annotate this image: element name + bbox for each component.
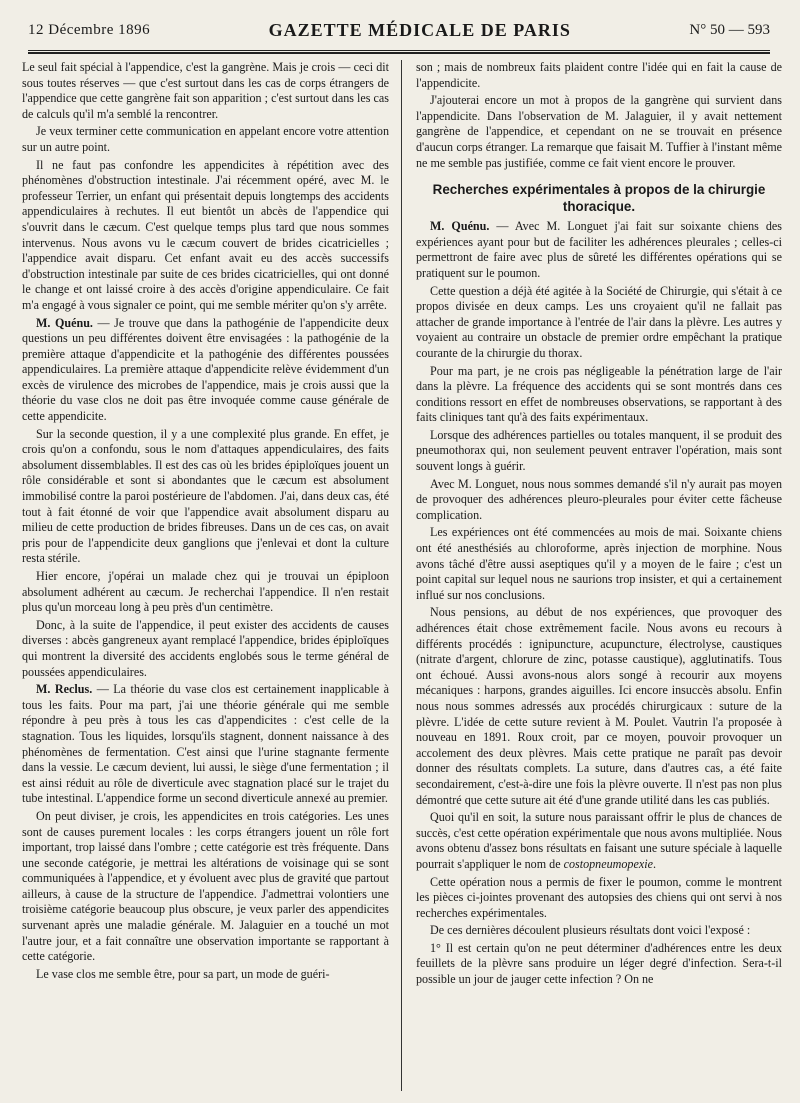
paragraph-text: Cette opération nous a permis de fixer le poumon, comme le montrent les pièces ci-jointes provenant des autopsies des chiens qui ont servi à nos recherches expérimentales. xyxy=(416,874,782,920)
paragraph-text: Pour ma part, je ne crois pas négligeable la pénétration large de l'air dans la plèvre. La fréquence des accidents qui se sont montrés dans ces conditions ressort en effet de nombreuses observations, se rapportant à des faits cliniques tant qu'à des faits expérimentaux. xyxy=(416,363,782,425)
running-header xyxy=(28,10,770,54)
paragraph-text: 1° Il est certain qu'on ne peut déterminer d'adhérences entre les deux feuillets de la plèvre sans produire un léger degré d'infection. Sera-t-il possible un jour de jauger cette infection ? On ne xyxy=(416,940,782,987)
right-column-bottom xyxy=(416,219,782,988)
paragraph xyxy=(416,219,782,281)
paragraph-text: Le seul fait spécial à l'appendice, c'est la gangrène. Mais je crois — ceci dit sous toutes réserves — que c'est surtout dans les cas de corps étrangers de l'appendice que cette gangrène fait son apparition ; c'est surtout dans les cas de calculs qu'il m'a semblé la rencontrer. xyxy=(22,60,389,121)
paragraph-text: Donc, à la suite de l'appendice, il peut exister des accidents de causes diverses : abcès gangreneux ayant remplacé l'appendice, brides épiploïques qui montrent la diversité des accidents englobés sous le terme général de poussées appendiculaires. xyxy=(22,617,389,679)
paragraph-text: Lorsque des adhérences partielles ou totales manquent, il se produit des pneumothorax qui, non seulement peuvent entraver l'opération, mais sont souvent longs à guérir. xyxy=(416,427,782,474)
paragraph xyxy=(22,60,389,122)
paragraph xyxy=(416,923,782,939)
paragraph-text: son ; mais de nombreux faits plaident contre l'idée qui en fait la cause de l'appendicite. xyxy=(416,60,782,90)
header-date: 12 Décembre 1896 xyxy=(28,21,151,38)
paragraph xyxy=(416,428,782,475)
paragraph xyxy=(416,525,782,603)
issue-page-number: N° 50 — 593 xyxy=(689,21,770,38)
paragraph xyxy=(22,682,389,807)
paragraph-text: Le vase clos me semble être, pour sa part, un mode de guéri- xyxy=(36,966,330,981)
paragraph xyxy=(416,875,782,922)
paragraph xyxy=(416,810,782,872)
paragraph xyxy=(22,569,389,616)
paragraph xyxy=(22,618,389,680)
paragraph-text-end: . xyxy=(652,856,656,871)
paragraph-text: Avec M. Longuet, nous nous sommes demandé s'il n'y aurait pas moyen de provoquer des adhérences pleuro-pleurales pour éviter cette fâcheuse complication. xyxy=(416,476,782,522)
paragraph xyxy=(22,124,389,155)
paragraph xyxy=(416,941,782,988)
paragraph xyxy=(22,158,389,314)
paragraph-text: Il ne faut pas confondre les appendicites à répétition avec des phénomènes d'obstruction intestinale. J'ai récemment opéré, avec M. le professeur Terrier, un enfant qui présentait depuis longtemps des accidents appendiculaires à rechutes. Il eut bientôt un abcès de l'appendice qui s'ouvrit dans le cæcum. C'est quelque temps plus tard que nous sommes intervenus. Nous avons vu le cæcum couvert de brides cicatricielles ; l'appendice avait disparu. Cet enfant avait eu des accès successifs d'obstruction intestinale par suite de ces brides cicatricielles, qui ont donné le change et ont laissé croire à des accès d'origine appendiculaire. Ce fait m'a engagé à vous signaler ce point, qui me semble mériter qu'on s'y arrête. xyxy=(22,157,389,312)
paragraph xyxy=(416,477,782,524)
paragraph-text: — Je trouve que dans la pathogénie de l'appendicite deux questions un peu différentes doivent être envisagées : la pathogénie de la première attaque d'appendicite et la pathogénie des différentes poussées appendiculaires. La première attaque d'appendicite relève évidemment d'un excès de virulence des microbes de l'appendice, mais je crois aussi que la théorie du vase clos ne doit pas être invoquée comme cause générale de cette appendicite. xyxy=(22,315,389,424)
paragraph xyxy=(416,605,782,808)
paragraph-text: Nous pensions, au début de nos expériences, que provoquer des adhérences était chose extrêmement facile. Nous avons eu recours à différents procédés : ignipuncture, acupuncture, électrolyse, caustiques (nitrate d'argent, chlorure de zinc, potasse caustique), agglutinatifs. Tous ont échoué. Aussi avons-nous alors songé à recourir aux moyens mécaniques : harpons, grandes aiguilles. Ici encore insuccès absolu. Enfin nous nous sommes adressés aux procédés chirurgicaux : suture de la plèvre. L'idée de cette suture revient à M. Poulet. Vautrin l'a proposée à nouveau en 1891. Roux croit, par ce moyen, pouvoir provoquer un accolement des deux plèvres. Mais cette pratique ne paraît pas devoir donner des résultats complets. La suture, dans d'autres cas, a été faite secondairement, c'est-à-dire une fois la plèvre ouverte. Il n'est pas non plus démontré que cette suture ait été d'une grande utilité dans les cas publiés. xyxy=(416,605,782,807)
header-rule xyxy=(28,52,770,54)
paragraph xyxy=(416,60,782,91)
journal-title: GAZETTE MÉDICALE DE PARIS xyxy=(268,19,571,40)
paragraph xyxy=(416,364,782,426)
paragraph xyxy=(22,967,389,983)
speaker-name: M. Quénu. xyxy=(430,219,490,234)
paragraph-text: J'ajouterai encore un mot à propos de la gangrène qui survient dans l'appendicite. Dans l'observation de M. Jalaguier, il y avait nettement gangrène de l'appendice, et cependant on ne se trouvait en présence d'aucun corps étranger. La remarque que faisait M. Tuffier à l'instant même ne me semble pas justifiée, comme ce fait vient encore le prouver. xyxy=(416,93,782,170)
paragraph-text: On peut diviser, je crois, les appendicites en trois catégories. Les unes sont de causes purement locales : les corps étrangers jouent un rôle fort important, trop laissé dans l'ombre ; cette catégorie est très fréquente. Dans une seconde catégorie, je mettrai les altérations de voisinage qui se sont communiquées à l'appendice, et y évoluent avec plus de gravité que partout ailleurs, à cause de la structure de l'appendice. J'admettrai volontiers une troisième catégorie beaucoup plus obscure, je veux parler des appendicites survenant après une maladie générale. M. Jalaguier en a touché un mot l'autre jour, et a fait connaître une observation importante se rapportant à cette catégorie. xyxy=(22,808,389,964)
paragraph-text: Les expériences ont été commencées au mois de mai. Soixante chiens ont été anesthésiés au chloroforme, après injection de morphine. Nous avons tâché d'être aussi aseptiques qu'il y a moyen de le faire ; c'est un point capital sur lequel nous ne saurions trop insister, et qui a certainement influé sur nos conclusions. xyxy=(416,525,782,602)
paragraph xyxy=(416,93,782,171)
paragraph xyxy=(22,427,389,567)
two-column-body xyxy=(22,60,782,1091)
speaker-name: M. Reclus. xyxy=(36,682,93,697)
italic-term: costopneumopexie xyxy=(563,856,653,871)
paragraph-text: Hier encore, j'opérai un malade chez qui je trouvai un épiploon absolument adhérent au cæcum. Je recherchai l'appendice. Il n'en restait plus qu'un morceau long à peu près d'un centimètre. xyxy=(22,569,389,615)
speaker-name: M. Quénu. xyxy=(36,315,93,330)
paragraph-text: De ces dernières découlent plusieurs résultats dont voici l'exposé : xyxy=(430,923,751,938)
right-column-top xyxy=(416,60,782,171)
paragraph xyxy=(22,316,389,425)
paragraph xyxy=(22,809,389,965)
paragraph xyxy=(416,284,782,362)
right-column xyxy=(402,60,782,1091)
paragraph-text: Cette question a déjà été agitée à la Société de Chirurgie, qui s'était à ce propos divisée en deux camps. Les uns croyaient qu'il ne fallait pas attacher de grande importance à l'entrée de l'air dans la plèvre. Les autres y voyaient au contraire un obstacle de premier ordre empêchant la pratique courante de la chirurgie du thorax. xyxy=(416,283,782,360)
paragraph-text: — La théorie du vase clos est certainement inapplicable à tous les faits. Pour ma part, j'ai une théorie générale qui me semble répondre à peu près à tous les cas d'appendicites : c'est celle de la stagnation. Tous les liquides, lorsqu'ils stagnent, donnent naissance à des phénomènes de fermentation. C'est ainsi que l'urine stagnante fermente dans la vessie. Le cæcum devient, lui aussi, le siège d'une fermentation ; il est ainsi réduit au rôle de diverticule avec stagnation placé sur le trajet du tube intestinal. L'appendice forme un second diverticule annexé au premier. xyxy=(22,682,389,806)
paragraph-text: Quoi qu'il en soit, la suture nous paraissant offrir le plus de chances de succès, c'est cette opération expérimentale que nous avons multipliée. Nous avons obtenu d'assez bons résultats en faisant une suture spéciale à laquelle pourrait s'appliquer le nom de xyxy=(416,810,782,871)
section-heading: Recherches expérimentales à propos de la chirurgie thoracique. xyxy=(432,182,766,215)
paragraph-text: Sur la seconde question, il y a une complexité plus grande. En effet, je crois qu'on a confondu, sous le nom d'attaques appendiculaires, des faits absolument dissemblables. Il est des cas où les brides épiploïques jouent un rôle considérable et sont si abondantes que le cæcum est absolument immobilisé contre la paroi postérieure de l'abdomen. J'ai, dans deux cas, été tout à fait étonné de voir que l'appendice avait absolument disparu au milieu de cette production de brides fibreuses. Dans un de ces cas, on avait pris pour de l'appendicite deux ganglions que j'enlevai et dont la culture resta stérile. xyxy=(22,426,389,566)
paragraph-text: — Avec M. Longuet j'ai fait sur soixante chiens des expériences ayant pour but de faciliter les adhérences pleurales ; celles-ci permettront de faire avec plus de sûreté les différentes opérations qui se pratiquent sur le poumon. xyxy=(416,219,782,280)
left-column xyxy=(22,60,402,1091)
paragraph-text: Je veux terminer cette communication en appelant encore votre attention sur un autre point. xyxy=(22,124,389,154)
